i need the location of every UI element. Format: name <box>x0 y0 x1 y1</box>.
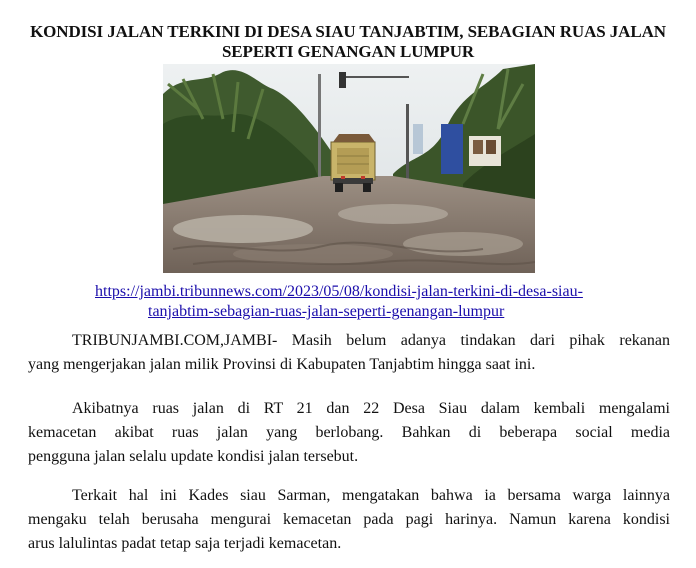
paragraph-3-line-1: Terkait hal ini Kades siau Sarman, mengatakan bahwa ia bersama warga lainnya <box>72 487 670 504</box>
paragraph-3-line-2: mengaku telah berusaha mengurai kemacetan pada pagi harinya. Namun karena kondisi <box>28 511 670 528</box>
paragraph-3 <box>28 484 670 556</box>
road-photo-icon <box>163 64 535 273</box>
paragraph-2 <box>28 397 670 469</box>
paragraph-1 <box>28 329 670 377</box>
paragraph-2-line-3: pengguna jalan selalu update kondisi jalan tersebut. <box>28 448 359 465</box>
source-link-line1[interactable]: https://jambi.tribunnews.com/2023/05/08/kondisi-jalan-terkini-di-desa-siau- <box>95 283 583 300</box>
paragraph-1-line-2: yang mengerjakan jalan milik Provinsi di Kabupaten Tanjabtim hingga saat ini. <box>28 356 536 373</box>
paragraph-1-line-1: TRIBUNJAMBI.COM,JAMBI- Masih belum adanya tindakan dari pihak rekanan <box>72 332 670 349</box>
article-title: KONDISI JALAN TERKINI DI DESA SIAU TANJABTIM, SEBAGIAN RUAS JALAN SEPERTI GENANGAN LUMPUR <box>30 22 666 61</box>
paragraph-2-line-1: Akibatnya ruas jalan di RT 21 dan 22 Desa Siau dalam kembali mengalami <box>72 400 670 417</box>
paragraph-3-line-3: arus lalulintas padat tetap saja terjadi kemacetan. <box>28 535 342 552</box>
paragraph-2-line-2: kemacetan akibat ruas jalan yang berlobang. Bahkan di beberapa social media <box>28 424 670 441</box>
source-link[interactable] <box>95 282 685 322</box>
article-photo <box>163 64 535 273</box>
source-link-line2[interactable]: tanjabtim-sebagian-ruas-jalan-seperti-genangan-lumpur <box>148 303 505 320</box>
